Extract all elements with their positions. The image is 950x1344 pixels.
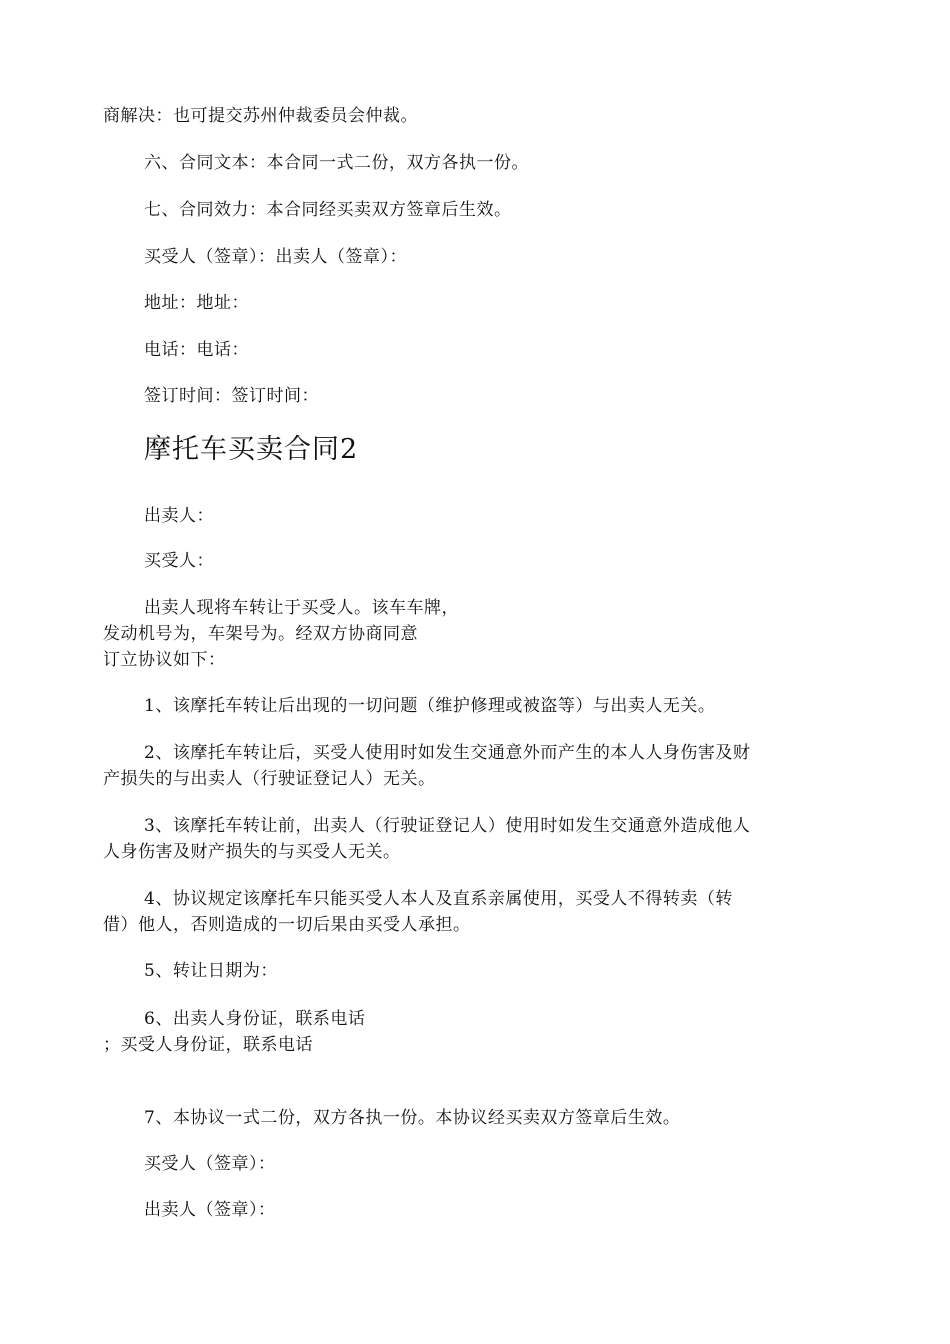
- clause-contract-effect: 七、合同效力：本合同经买卖双方签章后生效。: [144, 200, 512, 220]
- intro-line-3: 订立协议如下：: [103, 650, 226, 670]
- agreement-item-2-line-2: 产损失的与出卖人（行驶证登记人）无关。: [103, 769, 436, 789]
- agreement-item-6-line-2: ；买受人身份证，联系电话: [103, 1035, 313, 1055]
- agreement-item-6-line-1: 6、出卖人身份证，联系电话: [144, 1009, 366, 1029]
- seller-signature-line: 出卖人（签章）：: [144, 1200, 276, 1220]
- seller-line: 出卖人：: [144, 506, 214, 526]
- section-title: 摩托车买卖合同2: [144, 434, 359, 465]
- agreement-item-7: 7、本协议一式二份，双方各执一份。本协议经买卖双方签章后生效。: [144, 1108, 681, 1128]
- agreement-item-4-line-2: 借）他人，否则造成的一切后果由买受人承担。: [103, 915, 471, 935]
- phone-line: 电话：电话：: [144, 340, 249, 360]
- agreement-item-3-line-2: 人身伤害及财产损失的与买受人无关。: [103, 842, 401, 862]
- buyer-signature-line: 买受人（签章）：: [144, 1154, 276, 1174]
- paragraph-continuation: 商解决：也可提交苏州仲裁委员会仲裁。: [103, 106, 418, 126]
- agreement-item-1: 1、该摩托车转让后出现的一切问题（维护修理或被盗等）与出卖人无关。: [144, 696, 716, 716]
- clause-contract-text: 六、合同文本：本合同一式二份，双方各执一份。: [144, 153, 529, 173]
- intro-line-1: 出卖人现将车转让于买受人。该车车牌，: [144, 598, 459, 618]
- intro-line-2: 发动机号为，车架号为。经双方协商同意: [103, 624, 418, 644]
- address-line: 地址：地址：: [144, 293, 249, 313]
- sign-date-line: 签订时间：签订时间：: [144, 386, 319, 406]
- agreement-item-4-line-1: 4、协议规定该摩托车只能买受人本人及直系亲属使用，买受人不得转卖（转: [144, 889, 733, 909]
- agreement-item-3-line-1: 3、该摩托车转让前，出卖人（行驶证登记人）使用时如发生交通意外造成他人: [144, 816, 751, 836]
- agreement-item-2-line-1: 2、该摩托车转让后，买受人使用时如发生交通意外而产生的本人人身伤害及财: [144, 743, 751, 763]
- buyer-line: 买受人：: [144, 551, 214, 571]
- agreement-item-5: 5、转让日期为：: [144, 961, 278, 981]
- signature-line: 买受人（签章）：出卖人（签章）：: [144, 247, 407, 267]
